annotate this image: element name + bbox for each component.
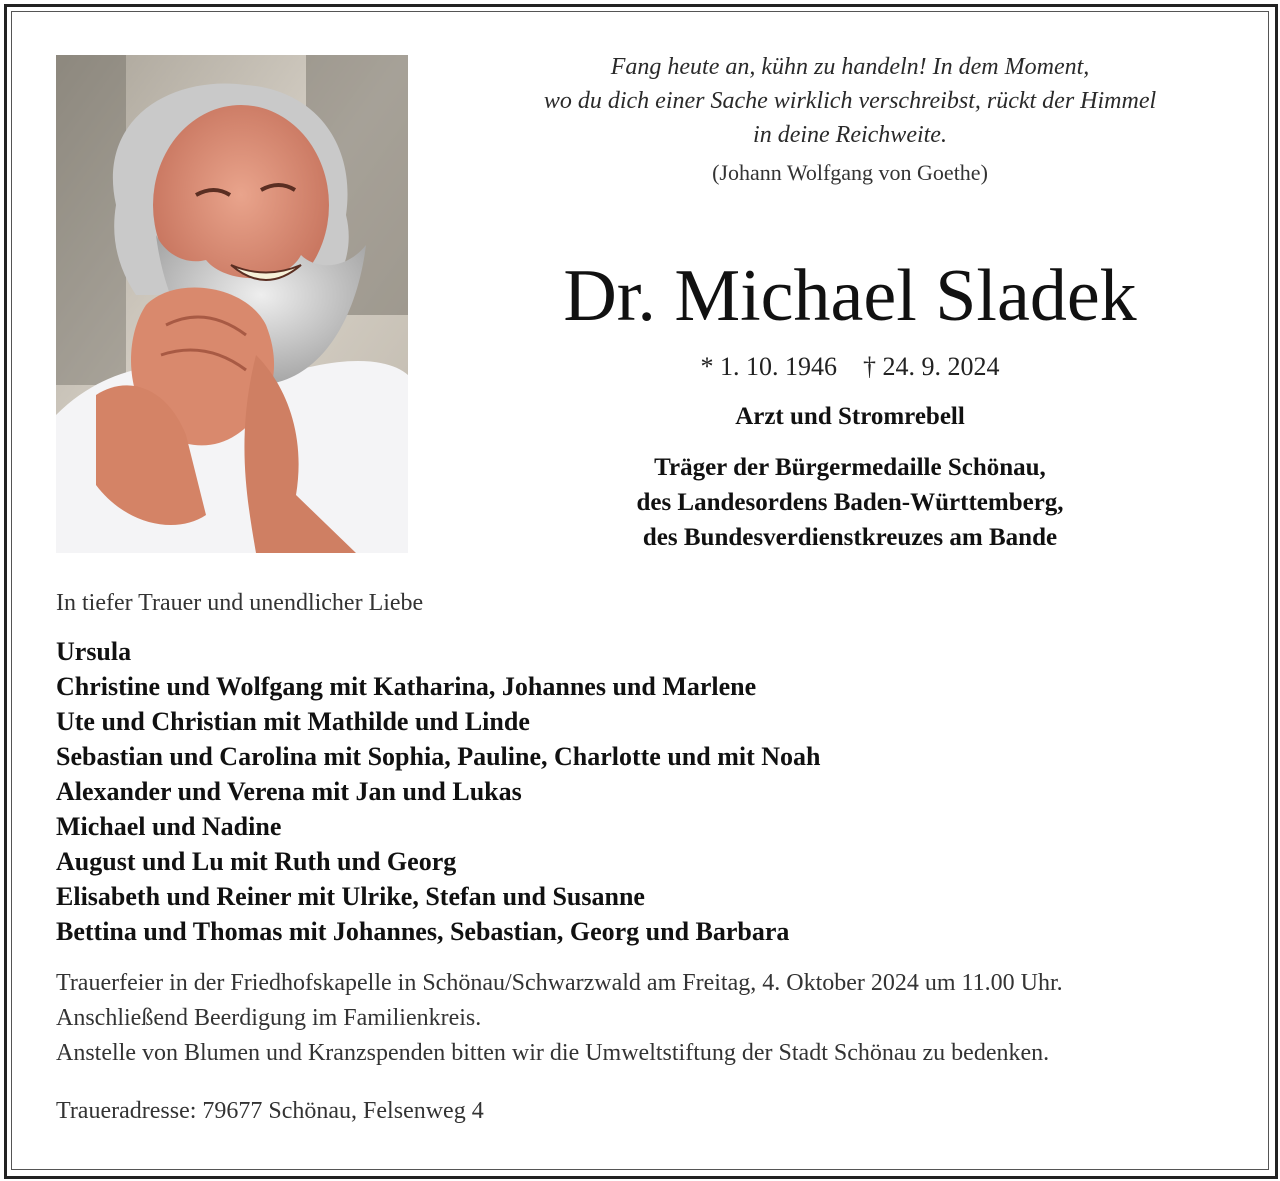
honor-line: Träger der Bürgermedaille Schönau, [654,454,1046,481]
family-line: Alexander und Verena mit Jan und Lukas [56,777,522,806]
quote-line: wo du dich einer Sache wirklich verschreibst, rückt der Himmel [543,88,1157,114]
quote-line: Fang heute an, kühn zu handeln! In dem Moment, [610,54,1090,80]
ceremony-line: Trauerfeier in der Friedhofskapelle in Schönau/Schwarzwald am Freitag, 4. Oktober 2024 um 11.00 Uhr. [56,970,1063,996]
family-list [56,634,821,949]
life-dates [440,352,1260,382]
death-date: † 24. 9. 2024 [863,352,1000,381]
honors-list [440,450,1260,555]
ceremony-line: Anschließend Beerdigung im Familienkreis. [56,1005,482,1031]
mourning-intro: In tiefer Trauer und unendlicher Liebe [56,590,424,616]
family-line: August und Lu mit Ruth und Georg [56,847,457,876]
honor-line: des Landesordens Baden-Württemberg, [636,489,1064,516]
quote-line: in deine Reichweite. [753,122,947,148]
birth-date: * 1. 10. 1946 [700,352,837,381]
ceremony-info [56,966,1063,1071]
family-line: Christine und Wolfgang mit Katharina, Johannes und Marlene [56,672,757,701]
family-line: Michael und Nadine [56,812,282,841]
family-line: Ursula [56,637,132,666]
portrait-photo [56,55,408,553]
honor-line: des Bundesverdienstkreuzes am Bande [642,524,1058,551]
deceased-name: Dr. Michael Sladek [563,255,1137,337]
family-line: Bettina und Thomas mit Johannes, Sebastian, Georg und Barbara [56,917,790,946]
ceremony-line: Anstelle von Blumen und Kranzspenden bitten wir die Umweltstiftung der Stadt Schönau zu bedenken. [56,1040,1050,1066]
family-line: Elisabeth und Reiner mit Ulrike, Stefan und Susanne [56,882,645,911]
family-line: Ute und Christian mit Mathilde und Linde [56,707,530,736]
quote-author: (Johann Wolfgang von Goethe) [712,160,988,185]
family-line: Sebastian und Carolina mit Sophia, Pauline, Charlotte und mit Noah [56,742,821,771]
mourning-address: Traueradresse: 79677 Schönau, Felsenweg 4 [56,1098,484,1124]
profession: Arzt und Stromrebell [735,403,965,430]
goethe-quote [440,50,1260,152]
